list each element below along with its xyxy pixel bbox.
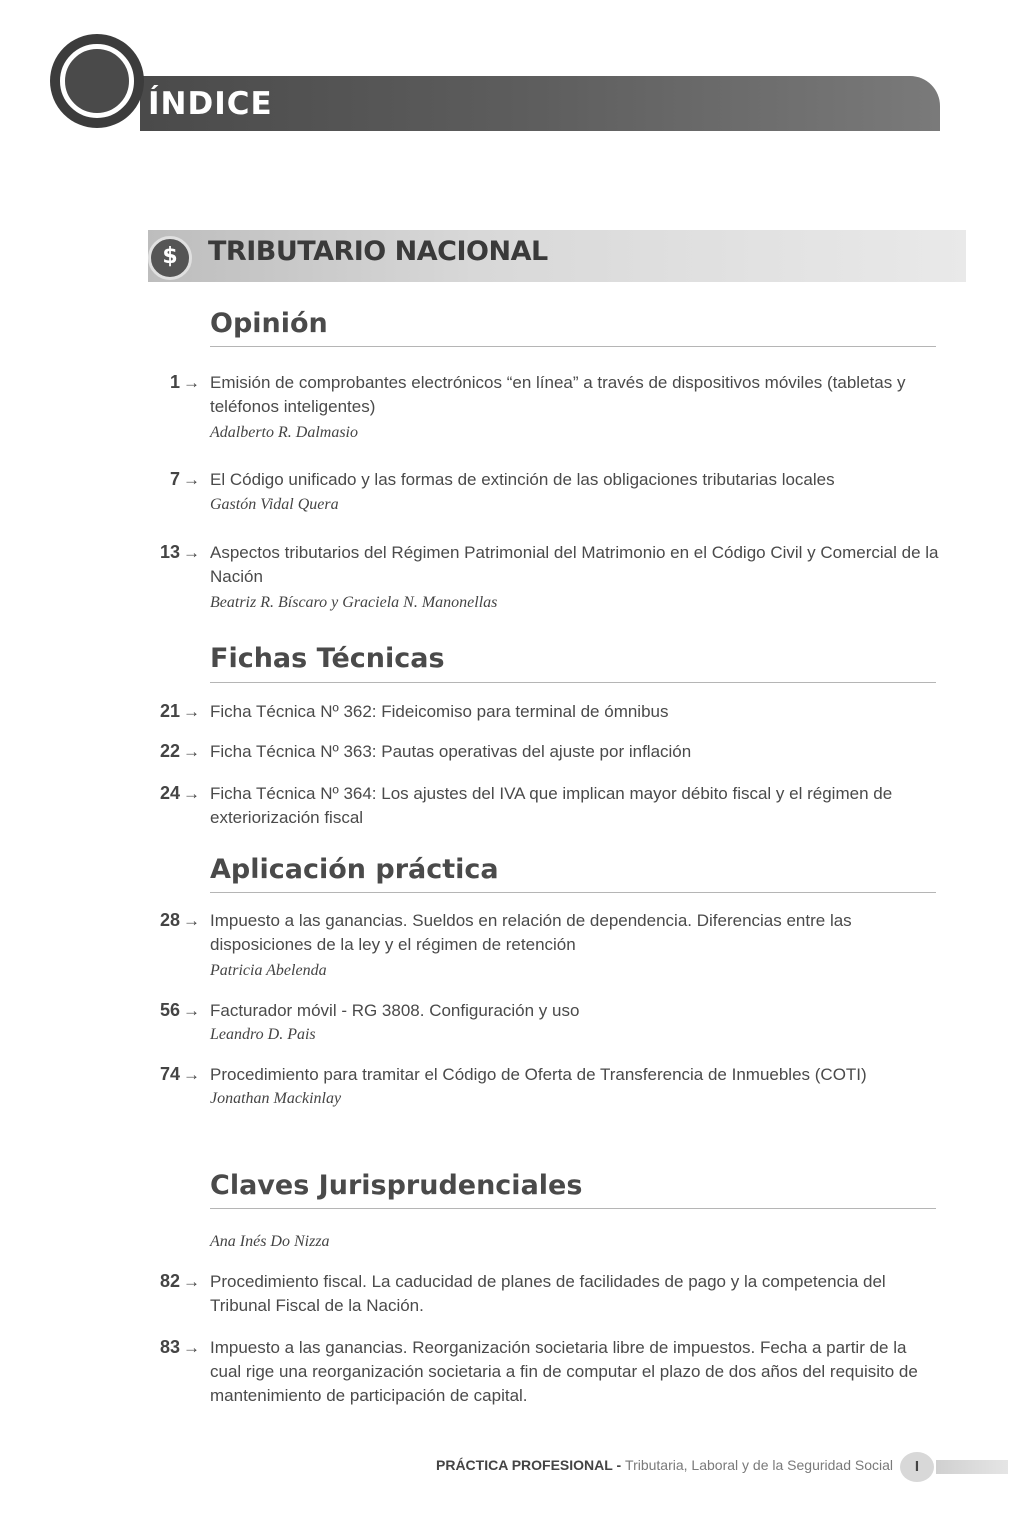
arrow-right-icon: →	[183, 470, 200, 489]
arrow-right-icon: →	[183, 911, 200, 930]
entry-page-number[interactable]: 56 →	[159, 1000, 200, 1020]
entry-title[interactable]: Ficha Técnica Nº 363: Pautas operativas del ajuste por inflación	[210, 742, 692, 761]
subsection-heading-aplicacion-practica: Aplicación práctica	[210, 854, 499, 885]
entry-title[interactable]: Procedimiento fiscal. La caducidad de planes de facilidades de pago y la competencia del Tribunal Fiscal de la Nación.	[210, 1272, 886, 1315]
subsection-rule	[210, 682, 936, 683]
section-title: TRIBUTARIO NACIONAL	[208, 236, 548, 267]
page-title: ÍNDICE	[148, 86, 273, 122]
footer-subtitle: Tributaria, Laboral y de la Seguridad Social	[625, 1457, 893, 1473]
entry-title[interactable]: Emisión de comprobantes electrónicos “en línea” a través de dispositivos móviles (tabletas y teléfonos inteligentes)	[210, 373, 906, 416]
arrow-right-icon: →	[183, 543, 200, 562]
entry-page-number[interactable]: 28 →	[159, 910, 200, 930]
entry-page-number[interactable]: 7 →	[169, 469, 200, 489]
footer	[0, 1457, 893, 1473]
entry-author: Beatriz R. Bíscaro y Graciela N. Manonellas	[210, 594, 498, 611]
entry-title[interactable]: Impuesto a las ganancias. Reorganización societaria libre de impuestos. Fecha a partir de la cual rige una reorganización societaria a fin de computar el plazo de dos años del requisito de mantenimiento de participación de capital.	[210, 1338, 918, 1405]
entry-title[interactable]: Aspectos tributarios del Régimen Patrimonial del Matrimonio en el Código Civil y Comercial de la Nación	[210, 543, 939, 586]
entry-page-number[interactable]: 82 →	[159, 1271, 200, 1291]
entry-title[interactable]: El Código unificado y las formas de extinción de las obligaciones tributarias locales	[210, 470, 835, 489]
arrow-right-icon: →	[183, 1001, 200, 1020]
arrow-right-icon: →	[183, 702, 200, 721]
entry-page-number[interactable]: 74 →	[159, 1064, 200, 1084]
footer-brand: PRÁCTICA PROFESIONAL	[436, 1457, 613, 1473]
entry-title[interactable]: Impuesto a las ganancias. Sueldos en relación de dependencia. Diferencias entre las disposiciones de la ley y el régimen de retención	[210, 911, 852, 954]
page-number-badge: I	[900, 1452, 934, 1482]
subsection-rule	[210, 1208, 936, 1209]
arrow-right-icon: →	[183, 373, 200, 392]
footer-strip	[936, 1460, 1008, 1474]
arrow-right-icon: →	[183, 1338, 200, 1357]
entry-title[interactable]: Ficha Técnica Nº 362: Fideicomiso para terminal de ómnibus	[210, 702, 669, 721]
arrow-right-icon: →	[183, 1065, 200, 1084]
money-bag-icon: $	[148, 236, 192, 280]
footer-separator: -	[612, 1457, 626, 1473]
entry-title[interactable]: Procedimiento para tramitar el Código de Oferta de Transferencia de Inmuebles (COTI)	[210, 1065, 867, 1084]
entry-author: Adalberto R. Dalmasio	[210, 424, 358, 441]
subsection-rule	[210, 892, 936, 893]
logo-ring-icon	[60, 44, 134, 118]
arrow-right-icon: →	[183, 1272, 200, 1291]
subsection-heading-claves-jurisprudenciales: Claves Jurisprudenciales	[210, 1170, 583, 1201]
subsection-rule	[210, 346, 936, 347]
entry-page-number[interactable]: 24 →	[159, 783, 200, 803]
entry-author: Leandro D. Pais	[210, 1026, 316, 1043]
entry-author: Patricia Abelenda	[210, 962, 327, 979]
entry-title[interactable]: Ficha Técnica Nº 364: Los ajustes del IVA que implican mayor débito fiscal y el régimen de exteriorización fiscal	[210, 784, 893, 827]
entry-page-number[interactable]: 83 →	[159, 1337, 200, 1357]
arrow-right-icon: →	[183, 742, 200, 761]
entry-page-number[interactable]: 22 →	[159, 741, 200, 761]
subsection-author: Ana Inés Do Nizza	[210, 1233, 330, 1250]
entry-page-number[interactable]: 21 →	[159, 701, 200, 721]
arrow-right-icon: →	[183, 784, 200, 803]
entry-title[interactable]: Facturador móvil - RG 3808. Configuración y uso	[210, 1001, 580, 1020]
subsection-heading-fichas-tecnicas: Fichas Técnicas	[210, 643, 445, 674]
entry-author: Jonathan Mackinlay	[210, 1090, 342, 1107]
subsection-heading-opinion: Opinión	[210, 308, 328, 339]
entry-author: Gastón Vidal Quera	[210, 496, 339, 513]
entry-page-number[interactable]: 1 →	[169, 372, 200, 392]
entry-page-number[interactable]: 13 →	[159, 542, 200, 562]
